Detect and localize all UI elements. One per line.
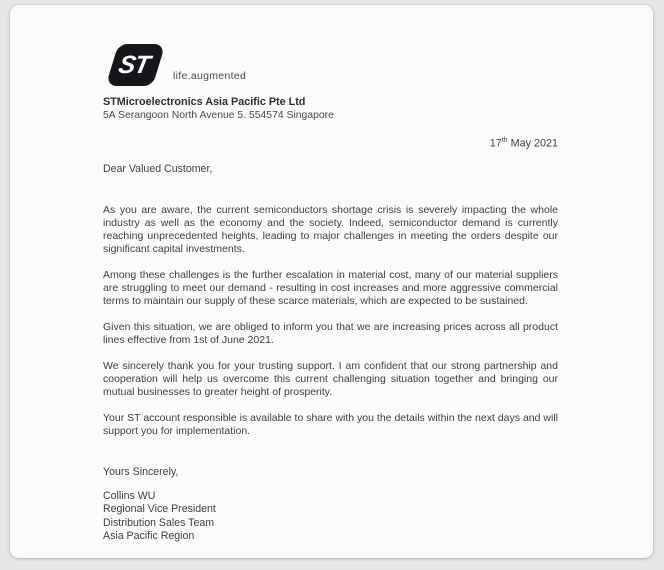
closing: Yours Sincerely,	[103, 465, 179, 478]
signature-team: Distribution Sales Team	[103, 516, 215, 529]
signature-title: Regional Vice President	[103, 503, 216, 516]
logo-tagline: life.augmented	[173, 70, 247, 82]
paragraph-account-responsible: Your ST account responsible is available to share with you the details within the next days and will support you for implementation.	[103, 411, 558, 437]
letter-page	[10, 5, 653, 558]
paragraph-price-increase: Given this situation, we are obliged to inform you that we are increasing prices across all product lines effective from 1st of June 2021.	[103, 320, 558, 346]
date-ordinal: th	[501, 137, 508, 144]
salutation: Dear Valued Customer,	[103, 162, 213, 175]
letterhead	[103, 40, 558, 86]
signature-name: Collins WU	[103, 489, 156, 502]
company-name: STMicroelectronics Asia Pacific Pte Ltd	[103, 96, 306, 108]
letter-date	[103, 134, 558, 151]
st-logo-icon	[106, 44, 166, 86]
signature-block	[103, 490, 558, 544]
date-day: 17	[489, 137, 502, 150]
paragraph-material-cost: Among these challenges is the further escalation in material cost, many of our material suppliers are struggling to meet our demand - resulting in cost increases and more aggressive commercial terms to maintain our supply of these scarce materials, which are expected to be sustained.	[103, 268, 558, 307]
paragraph-thank-you: We sincerely thank you for your trusting support. I am confident that our strong partnership and cooperation will help us overcome this current challenging situation together and bringing our mutual businesses to greater height of prosperity.	[103, 359, 558, 398]
company-address: 5A Serangoon North Avenue 5. 554574 Singapore	[103, 110, 334, 121]
signature-region: Asia Pacific Region	[103, 530, 195, 543]
letter-content	[10, 5, 653, 544]
st-logo-letters: ST	[116, 50, 152, 79]
paragraph-shortage-crisis: As you are aware, the current semiconductors shortage crisis is severely impacting the whole industry as well as the economy and the society. Indeed, semiconductor demand is currently reaching unprecedented heights, leading to major challenges in meeting the orders despite our significant capital investments.	[103, 203, 558, 255]
date-month-year: May 2021	[507, 137, 558, 150]
